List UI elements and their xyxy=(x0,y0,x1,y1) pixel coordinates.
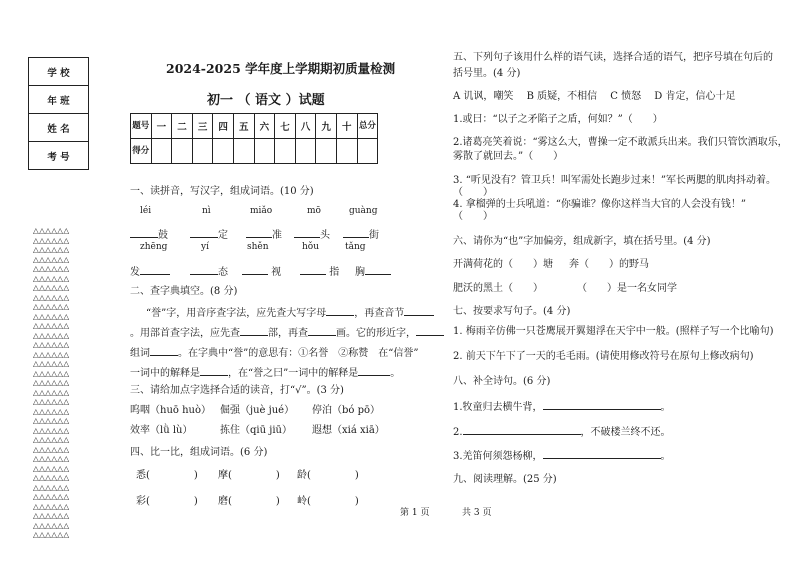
q1-word[interactable]: 发 xyxy=(130,265,170,279)
name-field[interactable]: 姓 名 xyxy=(29,114,89,142)
q1-pinyin: mō xyxy=(307,206,321,216)
score-col: 四 xyxy=(213,114,234,139)
score-col: 六 xyxy=(254,114,275,139)
q8-item[interactable]: 1.牧童归去横牛背， 。 xyxy=(453,402,671,413)
score-cell[interactable] xyxy=(213,139,234,164)
score-cell[interactable] xyxy=(233,139,254,164)
exam-title: 2024-2025 学年度上学期期初质量检测 xyxy=(166,61,396,76)
q5-title: 五、下列句子该用什么样的语气读，选择合适的语气，把序号填在句后的 xyxy=(453,52,773,63)
q5-options: A 讥讽，嘲笑 B 质疑，不相信 C 愤怒 D 肯定，信心十足 xyxy=(453,91,736,102)
q3-item[interactable]: 遐想（xiá xiā） xyxy=(312,425,385,436)
triangle-row: △△△△△△ xyxy=(33,264,70,273)
triangle-row: △△△△△△ xyxy=(33,349,70,359)
score-col: 三 xyxy=(192,114,213,139)
score-col: 七 xyxy=(275,114,296,139)
q1-word[interactable]: 街 xyxy=(343,228,379,242)
score-header-first: 题号 xyxy=(131,114,152,139)
q1-word[interactable]: 胸 xyxy=(355,265,391,279)
triangle-row: △△△△△△ xyxy=(33,283,70,292)
triangle-row: △△△△△△ xyxy=(33,359,70,368)
q1-word[interactable]: 指 xyxy=(300,265,339,279)
score-col: 九 xyxy=(316,114,337,139)
triangle-row: △△△△△△ xyxy=(33,292,70,302)
q7-title: 七、按要求写句子。(4 分) xyxy=(453,306,571,317)
triangle-row: △△△△△△ xyxy=(33,454,70,463)
q7-item[interactable]: 1. 梅雨辛仿佛一只苍鹰展开翼翅浮在天宇中一般。(照样子写一个比喻句) xyxy=(453,326,774,337)
q3-item[interactable]: 呜咽（huō huò） xyxy=(130,405,211,416)
triangle-row: △△△△△△ xyxy=(33,463,70,473)
exam-subtitle: 初一 （ 语文 ）试题 xyxy=(207,93,325,108)
q4-item[interactable]: 悉( ) xyxy=(136,470,198,481)
q2-line4: 一词中的解释是 ，在“誉之曰”一词中的解释是 。 xyxy=(130,368,401,379)
score-col: 一 xyxy=(151,114,172,139)
q4-item[interactable]: 摩( ) xyxy=(218,470,280,481)
triangle-row: △△△△△△ xyxy=(33,254,70,264)
q6-item[interactable]: （ ）是一名女同学 xyxy=(577,283,677,294)
score-cell[interactable] xyxy=(275,139,296,164)
q5-item[interactable]: 2.诸葛亮笑着说：“雾这么大，曹操一定不敢派兵出来。我们只管饮酒取乐， xyxy=(453,137,788,148)
score-cell[interactable] xyxy=(316,139,337,164)
q3-item[interactable]: 效率（lǜ lù） xyxy=(130,425,193,436)
triangle-row: △△△△△△ xyxy=(33,245,70,254)
triangle-row: △△△△△△ xyxy=(33,378,70,387)
triangle-row: △△△△△△ xyxy=(33,406,70,416)
q5-item-cont[interactable]: （ ） xyxy=(453,211,493,222)
q3-item[interactable]: 倔强（juè jué） xyxy=(220,405,295,416)
triangle-row: △△△△△△ xyxy=(33,397,70,406)
page-total: 共 3 页 xyxy=(462,508,492,518)
score-cell[interactable] xyxy=(254,139,275,164)
score-cell[interactable] xyxy=(192,139,213,164)
triangle-row: △△△△△△ xyxy=(33,492,70,501)
triangle-row: △△△△△△ xyxy=(33,340,70,349)
q4-item[interactable]: 彩( ) xyxy=(136,496,198,507)
q7-item[interactable]: 2. 前天下午下了一天的毛毛雨。(请使用修改符号在原句上修改病句) xyxy=(453,351,754,362)
q5-item[interactable]: 3. “听见没有？管卫兵！叫军需处长跑步过来！”军长两腮的肌肉抖动着。 xyxy=(453,175,776,186)
q3-item[interactable]: 停泊（bó pō） xyxy=(312,405,381,416)
triangle-row: △△△△△△ xyxy=(33,435,70,444)
triangle-row: △△△△△△ xyxy=(33,501,70,511)
q1-word[interactable]: 态 xyxy=(190,265,228,279)
q3-item[interactable]: 拣住（qiū jiū） xyxy=(220,425,292,436)
triangle-row: △△△△△△ xyxy=(33,473,70,482)
q1-word[interactable]: 定 xyxy=(190,228,228,242)
triangle-row: △△△△△△ xyxy=(33,330,70,340)
q1-pinyin: tǎng xyxy=(345,242,366,252)
score-col: 二 xyxy=(172,114,193,139)
triangle-row: △△△△△△ xyxy=(33,530,70,539)
q1-pinyin: shěn xyxy=(247,242,269,252)
q5-item[interactable]: 1.或曰：“以子之矛陷子之盾，何如？”（ ） xyxy=(453,114,663,125)
triangle-row: △△△△△△ xyxy=(33,482,70,492)
q9-title: 九、阅读理解。(25 分) xyxy=(453,474,557,485)
score-cell[interactable] xyxy=(336,139,357,164)
score-col: 八 xyxy=(295,114,316,139)
score-cell[interactable] xyxy=(151,139,172,164)
score-cell[interactable] xyxy=(357,139,378,164)
triangle-row: △△△△△△ xyxy=(33,444,70,454)
q1-word[interactable]: 准 xyxy=(246,228,282,242)
q1-title: 一、读拼音，写汉字，组成词语。(10 分) xyxy=(130,186,314,197)
triangle-row: △△△△△△ xyxy=(33,226,70,235)
triangle-row: △△△△△△ xyxy=(33,416,70,425)
exam-number-field[interactable]: 考 号 xyxy=(29,142,89,170)
q2-title: 二、查字典填空。(8 分) xyxy=(130,286,238,297)
score-header-last: 总分 xyxy=(357,114,378,139)
q1-pinyin: guàng xyxy=(349,206,378,216)
score-cell[interactable] xyxy=(172,139,193,164)
q4-item[interactable]: 磨( ) xyxy=(218,496,280,507)
q1-pinyin: miǎo xyxy=(250,206,273,216)
triangle-row: △△△△△△ xyxy=(33,235,70,245)
q4-item[interactable]: 龄( ) xyxy=(297,470,359,481)
q3-title: 三、请给加点字选择合适的读音，打“√”。(3 分) xyxy=(130,385,344,396)
q2-line2: 。用部首查字法，应先查 部，再查 画。它的形近字， xyxy=(130,326,444,340)
triangle-row: △△△△△△ xyxy=(33,511,70,520)
q8-title: 八、补全诗句。(6 分) xyxy=(453,376,551,387)
score-col: 五 xyxy=(233,114,254,139)
q6-item[interactable]: 开满荷花的（ ）塘 xyxy=(453,259,553,270)
triangle-row: △△△△△△ xyxy=(33,273,70,283)
triangle-row: △△△△△△ xyxy=(33,311,70,321)
q5-item-cont[interactable]: 雾散了就回去。”（ ） xyxy=(453,151,564,162)
q1-word[interactable]: 视 xyxy=(242,265,281,279)
q1-word[interactable]: 鼓 xyxy=(130,228,168,242)
q4-item[interactable]: 岭( ) xyxy=(297,496,359,507)
triangle-row: △△△△△△ xyxy=(33,302,70,311)
school-field[interactable]: 学 校 xyxy=(29,58,89,86)
q6-item[interactable]: 肥沃的黑土（ ） xyxy=(453,283,543,294)
triangle-row: △△△△△△ xyxy=(33,520,70,530)
q5-item[interactable]: 4. 拿榴弹的士兵吼道：“你骗谁？像你这样当大官的人会没有钱！” xyxy=(453,199,746,210)
q8-item[interactable]: 2. ，不破楼兰终不还。 xyxy=(453,427,671,438)
q1-pinyin: nì xyxy=(202,206,211,216)
q1-pinyin: hǒu xyxy=(302,242,320,252)
q2-line1: “誉”字，用音序查字法，应先查大写字母 ，再查音节 xyxy=(146,306,434,320)
q4-title: 四、比一比，组成词语。(6 分) xyxy=(130,447,268,458)
student-info-table xyxy=(28,57,89,170)
score-row-label: 得分 xyxy=(131,139,152,164)
triangle-row: △△△△△△ xyxy=(33,387,70,397)
q5-title-cont: 括号里。(4 分) xyxy=(453,68,521,79)
triangle-row: △△△△△△ xyxy=(33,425,70,435)
q1-pinyin: yí xyxy=(201,242,209,252)
triangle-row: △△△△△△ xyxy=(33,368,70,378)
score-table xyxy=(130,113,378,164)
score-cell[interactable] xyxy=(295,139,316,164)
class-field[interactable]: 年 班 xyxy=(29,86,89,114)
q6-title: 六、请你为“也”字加偏旁，组成新字，填在括号里。(4 分) xyxy=(453,236,711,247)
q1-pinyin: zhēng xyxy=(140,242,168,252)
q2-line3: 组词 。在字典中“誉”的意思有：①名誉 ②称赞 在“信誉” xyxy=(130,348,419,359)
q6-item[interactable]: 奔（ ）的野马 xyxy=(569,259,649,270)
q1-pinyin: léi xyxy=(140,206,152,216)
page-number: 第 1 页 xyxy=(400,508,430,518)
triangle-row: △△△△△△ xyxy=(33,321,70,330)
q5-item-cont[interactable]: （ ） xyxy=(453,187,493,198)
q8-item[interactable]: 3.羌笛何须怨杨柳， 。 xyxy=(453,451,671,462)
score-col: 十 xyxy=(336,114,357,139)
q1-word[interactable]: 头 xyxy=(294,228,330,242)
